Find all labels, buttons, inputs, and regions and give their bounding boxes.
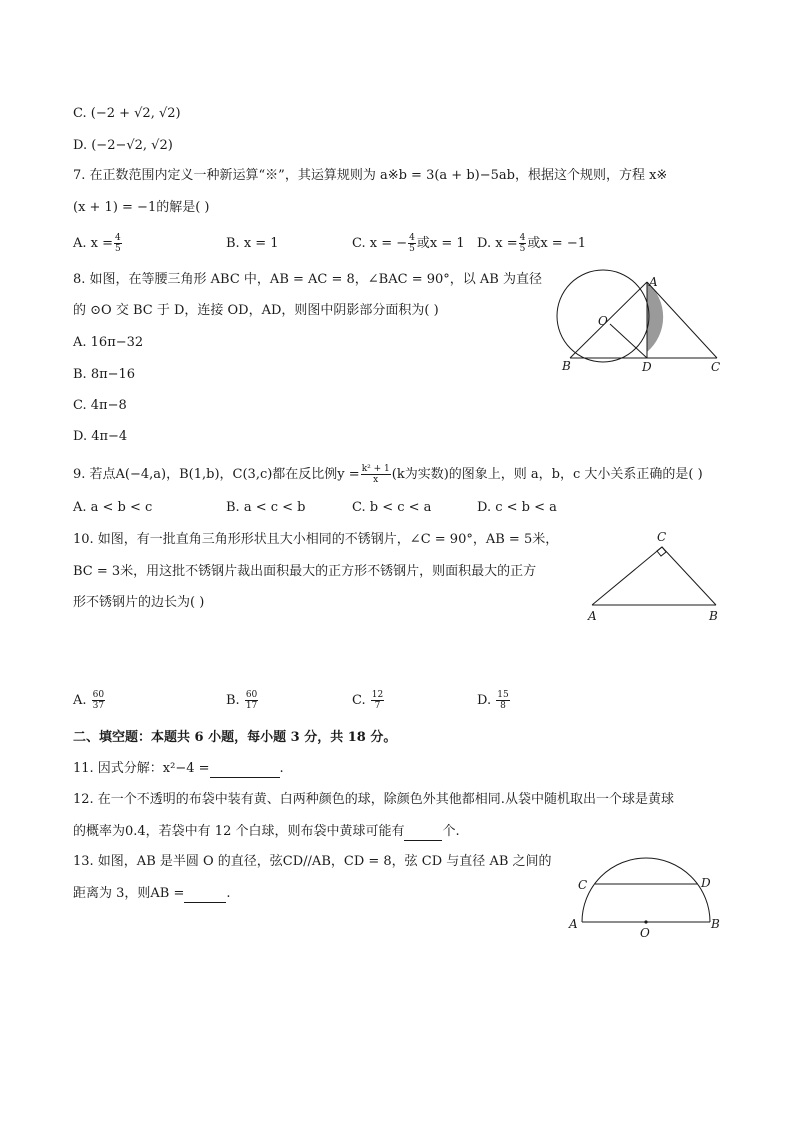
q12-stem-line2: 的概率为0.4，若袋中有 12 个白球，则布袋中黄球可能有 个.	[73, 824, 460, 839]
q7-option-c: C. x = − $\frac{4}{5}$ 或x = 1	[352, 233, 465, 254]
q8-label-c: C	[711, 360, 721, 374]
q10-option-d: D. $\frac{15}{8}$	[477, 690, 509, 711]
q10-stem-line2: BC = 3米，用这批不锈钢片裁出面积最大的正方形不锈钢片，则面积最大的正方	[73, 564, 537, 579]
q10-figure	[585, 528, 725, 628]
q13-stem-line1: 13. 如图，AB 是半圆 O 的直径，弦CD//AB，CD = 8，弦 CD 与直径 AB 之间的	[73, 854, 552, 869]
q13-stem-line2: 距离为 3，则AB = .	[73, 886, 231, 901]
q8-stem-line1: 8. 如图，在等腰三角形 ABC 中，AB = AC = 8，∠BAC = 90°，以 AB 为直径	[73, 272, 542, 287]
q10-option-b: B. $\frac{60}{17}$	[226, 690, 258, 711]
q12-answer-blank[interactable]	[404, 826, 442, 841]
section2-heading: 二、填空题：本题共 6 小题，每小题 3 分，共 18 分。	[73, 730, 397, 745]
q9-stem: 9. 若点A(−4,a)，B(1,b)，C(3,c)都在反比例y = $\frac{\text{k² + 1}}{x}$ (k为实数)的图象上，则 a，b，c 大小关系正确的是( )	[73, 464, 703, 485]
q8-figure	[555, 270, 735, 380]
q13-label-o: O	[640, 926, 650, 940]
q10-option-a: A. $\frac{60}{37}$	[73, 690, 105, 711]
q13-answer-blank[interactable]	[184, 888, 226, 903]
q6-option-d: D. (−2−√2, √2)	[73, 138, 173, 153]
q9-option-d: D. c < b < a	[477, 500, 557, 515]
q10-line-ac	[592, 547, 662, 605]
q8-label-o: O	[598, 314, 608, 328]
q13-label-a: A	[569, 917, 578, 931]
q6-option-c: C. (−2 + √2, √2)	[73, 106, 181, 121]
q7-option-b: B. x = 1	[226, 236, 279, 251]
q9-option-b: B. a < c < b	[226, 500, 306, 515]
q8-line-ab	[570, 282, 647, 358]
q8-option-a: A. 16π−32	[73, 335, 144, 350]
q8-option-b: B. 8π−16	[73, 367, 136, 382]
q7-option-d: D. x = $\frac{4}{5}$ 或x = −1	[477, 233, 586, 254]
q7-stem-line1: 7. 在正数范围内定义一种新运算“※”，其运算规则为 a※b = 3(a + b)−5ab，根据这个规则，方程 x※	[73, 168, 668, 183]
q13-label-b: B	[711, 917, 720, 931]
q11-stem: 11. 因式分解：x²−4 = .	[73, 761, 284, 776]
q9-option-c: C. b < c < a	[352, 500, 432, 515]
q13-label-c: C	[578, 878, 588, 892]
q10-label-b: B	[709, 609, 718, 623]
q9-option-a: A. a < b < c	[73, 500, 153, 515]
q8-label-a: A	[649, 275, 658, 289]
q10-stem-line3: 形不锈钢片的边长为( )	[73, 595, 205, 610]
q12-stem-line1: 12. 在一个不透明的布袋中装有黄、白两种颜色的球，除颜色外其他都相同.从袋中随机取出一个球是黄球	[73, 792, 674, 807]
q8-label-d: D	[642, 360, 652, 374]
q13-figure	[565, 850, 735, 940]
q7-stem-line2: (x + 1) = −1的解是( )	[73, 200, 210, 215]
q13-center-point	[644, 920, 647, 923]
q10-label-c: C	[657, 530, 667, 544]
q13-label-d: D	[701, 876, 711, 890]
q10-option-c: C. $\frac{12}{7}$	[352, 690, 384, 711]
q10-stem-line1: 10. 如图，有一批直角三角形形状且大小相同的不锈钢片，∠C = 90°，AB = 5米，	[73, 532, 559, 547]
q11-answer-blank[interactable]	[210, 763, 280, 778]
q8-label-b: B	[562, 359, 571, 373]
q8-option-c: C. 4π−8	[73, 398, 127, 413]
q13-semicircle-arc	[582, 858, 710, 922]
q8-option-d: D. 4π−4	[73, 429, 128, 444]
q7-option-a: A. x = $\frac{4}{5}$	[73, 233, 121, 254]
q8-stem-line2: 的 ⊙O 交 BC 于 D，连接 OD，AD，则图中阴影部分面积为( )	[73, 303, 439, 318]
q10-line-cb	[662, 547, 716, 605]
q10-label-a: A	[588, 609, 597, 623]
q10-right-angle-mark	[657, 547, 666, 556]
